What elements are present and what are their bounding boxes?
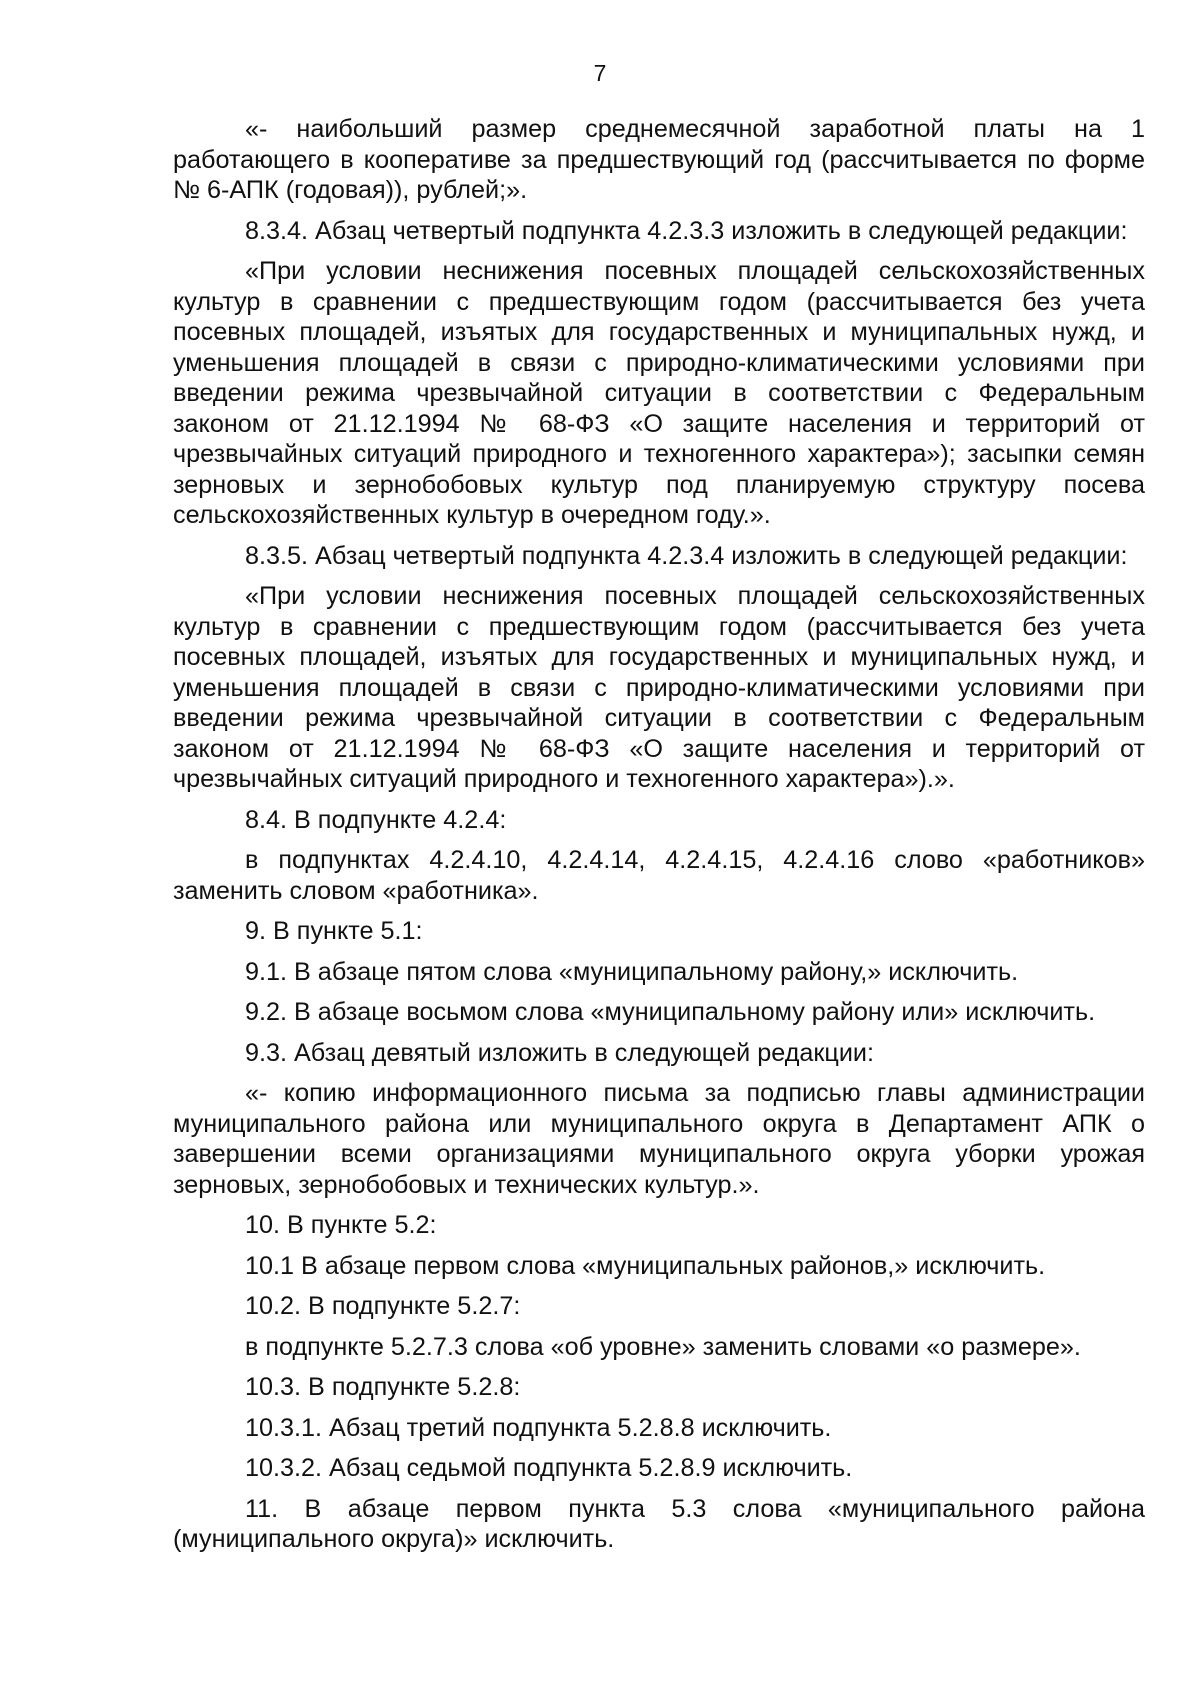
paragraph-10-2-replace: в подпункте 5.2.7.3 слова «об уровне» заменить словами «о размере». [245, 1332, 1081, 1361]
paragraph-quote-letter: «- копию информационного письма за подписью главы администрации муниципального района или муниципального округа в Департамент АПК о завершении всеми организациями муниципального округа уборки урожая зерновых, зернобобовых и технических культур.». [173, 1079, 1145, 1199]
paragraph-9-3: 9.3. Абзац девятый изложить в следующей редакции: [245, 1038, 874, 1067]
paragraph-10-3: 10.3. В подпункте 5.2.8: [245, 1373, 521, 1401]
document-body [173, 114, 1145, 1565]
paragraph-8-3-5: 8.3.5. Абзац четвертый подпункта 4.2.3.4 изложить в следующей редакции: [245, 541, 1128, 570]
paragraph-10: 10. В пункте 5.2: [245, 1211, 437, 1239]
page-number: 7 [593, 60, 607, 86]
paragraph-quote-sown-area-1: «При условии неснижения посевных площадей сельскохозяйственных культур в сравнении с предшествующим годом (рассчитывается без учета посевных площадей, изъятых для государственных и муниципальных нужд, и уменьшения площадей в связи с природно-климатическими условиями при введении режима чрезвычайной ситуации в соответствии с Федеральным законом от 21.12.1994 № 68-ФЗ «О защите населения и территорий от чрезвычайных ситуаций природного и техногенного характера»); засыпки семян зерновых и зернобобовых культур под планируемую структуру посева сельскохозяйственных культур в очередном году.». [173, 257, 1145, 529]
paragraph-10-3-2: 10.3.2. Абзац седьмой подпункта 5.2.8.9 исключить. [245, 1454, 853, 1482]
paragraph-8-4-replace: в подпунктах 4.2.4.10, 4.2.4.14, 4.2.4.15, 4.2.4.16 слово «работников» заменить словом «работника». [173, 846, 1145, 905]
paragraph-9-2: 9.2. В абзаце восьмом слова «муниципальному району или» исключить. [245, 998, 1096, 1026]
paragraph-quote-salary: «- наибольший размер среднемесячной заработной платы на 1 работающего в кооперативе за предшествующий год (рассчитывается по форме № 6-АПК (годовая)), рублей;». [173, 115, 1145, 204]
paragraph-quote-sown-area-2: «При условии неснижения посевных площадей сельскохозяйственных культур в сравнении с предшествующим годом (рассчитывается без учета посевных площадей, изъятых для государственных и муниципальных нужд, и уменьшения площадей в связи с природно-климатическими условиями при введении режима чрезвычайной ситуации в соответствии с Федеральным законом от 21.12.1994 № 68-ФЗ «О защите населения и территорий от чрезвычайных ситуаций природного и техногенного характера»).». [173, 582, 1145, 793]
paragraph-8-4: 8.4. В подпункте 4.2.4: [245, 805, 507, 834]
paragraph-10-3-1: 10.3.1. Абзац третий подпункта 5.2.8.8 исключить. [245, 1413, 832, 1442]
paragraph-9-1: 9.1. В абзаце пятом слова «муниципальному району,» исключить. [245, 957, 1019, 986]
paragraph-9: 9. В пункте 5.1: [245, 917, 423, 945]
paragraph-10-1: 10.1 В абзаце первом слова «муниципальных районов,» исключить. [245, 1251, 1046, 1280]
paragraph-8-3-4: 8.3.4. Абзац четвертый подпункта 4.2.3.3 изложить в следующей редакции: [245, 216, 1128, 245]
paragraph-11: 11. В абзаце первом пункта 5.3 слова «муниципального района (муниципального округа)» исключить. [173, 1494, 1145, 1553]
paragraph-10-2: 10.2. В подпункте 5.2.7: [245, 1292, 521, 1320]
